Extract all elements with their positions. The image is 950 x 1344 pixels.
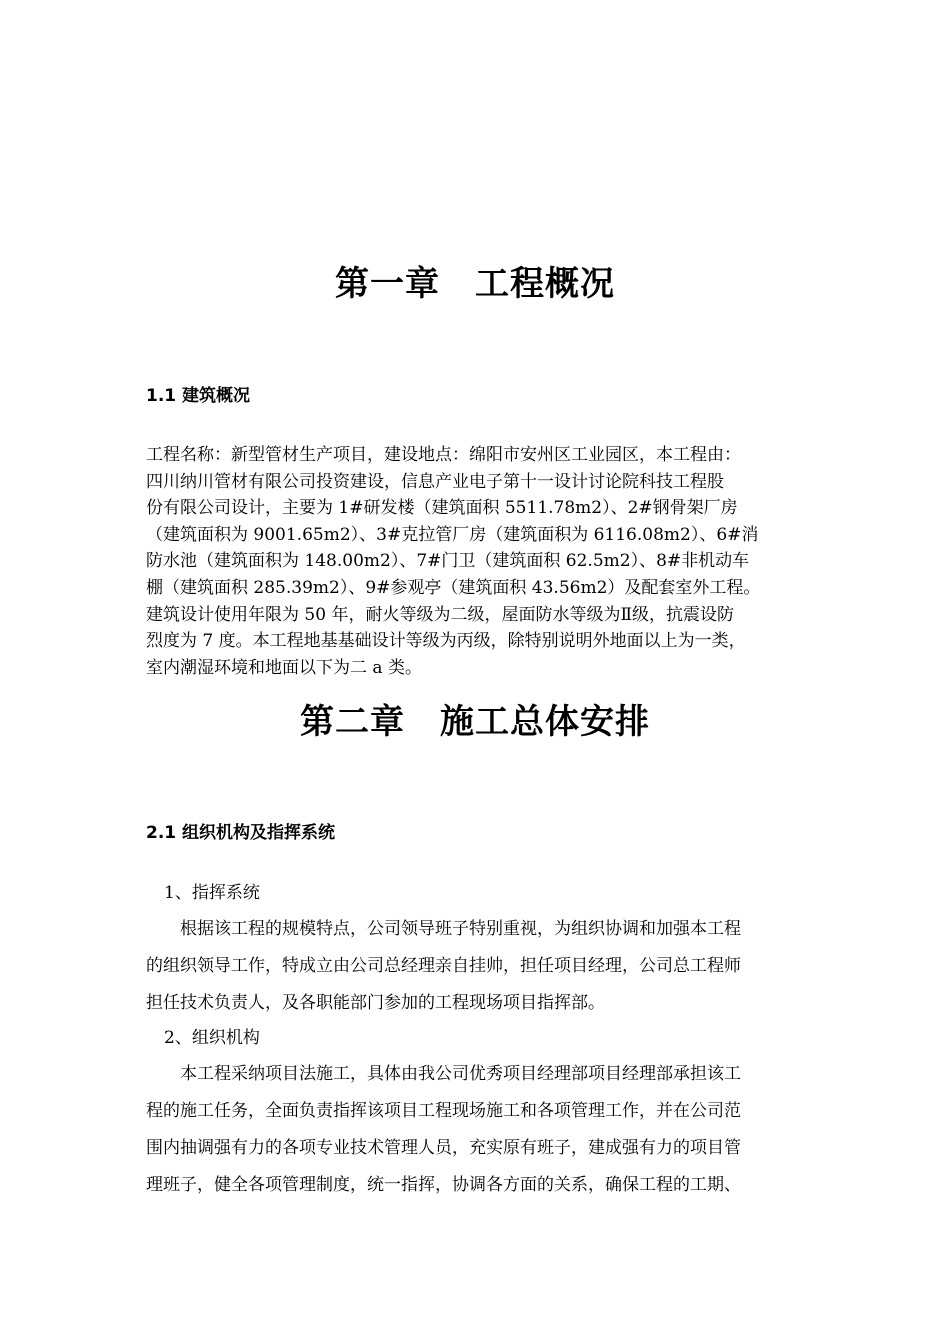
paragraph-line: 棚（建筑面积 285.39m2）、9#参观亭（建筑面积 43.56m2）及配套室外工程。 <box>146 577 761 598</box>
item-2-paragraph <box>146 1056 814 1204</box>
paragraph-line: 根据该工程的规模特点，公司领导班子特别重视，为组织协调和加强本工程 <box>146 919 741 939</box>
chapter-1-title: 第一章 工程概况 <box>335 264 615 304</box>
paragraph-line: 室内潮湿环境和地面以下为二 a 类。 <box>146 657 422 678</box>
paragraph-line: 的组织领导工作，特成立由公司总经理亲自挂帅，担任项目经理，公司总工程师 <box>146 956 741 976</box>
paragraph-line: 理班子，健全各项管理制度，统一指挥，协调各方面的关系，确保工程的工期、 <box>146 1175 741 1195</box>
section-2-1-heading: 2.1 组织机构及指挥系统 <box>146 823 336 843</box>
section-1-1-heading: 1.1 建筑概况 <box>146 386 251 406</box>
paragraph-line: 烈度为 7 度。本工程地基基础设计等级为丙级，除特别说明外地面以上为一类， <box>146 631 746 652</box>
section-1-1-paragraph <box>146 442 814 681</box>
paragraph-line: 防水池（建筑面积为 148.00m2）、7#门卫（建筑面积 62.5m2）、8#非机动车 <box>146 551 750 572</box>
item-2-title: 2、组织机构 <box>164 1028 260 1048</box>
item-1-title: 1、指挥系统 <box>164 883 260 903</box>
paragraph-line: 四川纳川管材有限公司投资建设，信息产业电子第十一设计讨论院科技工程股 <box>146 471 724 492</box>
paragraph-line: 工程名称：新型管材生产项目，建设地点：绵阳市安州区工业园区，本工程由： <box>146 445 741 465</box>
paragraph-line: （建筑面积为 9001.65m2）、3#克拉管厂房（建筑面积为 6116.08m2）、6#消 <box>146 524 759 545</box>
paragraph-line: 围内抽调强有力的各项专业技术管理人员，充实原有班子，建成强有力的项目管 <box>146 1138 741 1158</box>
paragraph-line: 担任技术负责人，及各职能部门参加的工程现场项目指挥部。 <box>146 993 605 1013</box>
paragraph-line: 建筑设计使用年限为 50 年，耐火等级为二级，屋面防水等级为Ⅱ级，抗震设防 <box>146 604 734 625</box>
item-1-paragraph <box>146 911 814 1022</box>
paragraph-line: 份有限公司设计，主要为 1#研发楼（建筑面积 5511.78m2）、2#钢骨架厂房 <box>146 498 738 519</box>
paragraph-line: 程的施工任务，全面负责指挥该项目工程现场施工和各项管理工作，并在公司范 <box>146 1101 741 1121</box>
chapter-2-title: 第二章 施工总体安排 <box>300 702 650 742</box>
paragraph-line: 本工程采纳项目法施工，具体由我公司优秀项目经理部项目经理部承担该工 <box>146 1064 741 1084</box>
